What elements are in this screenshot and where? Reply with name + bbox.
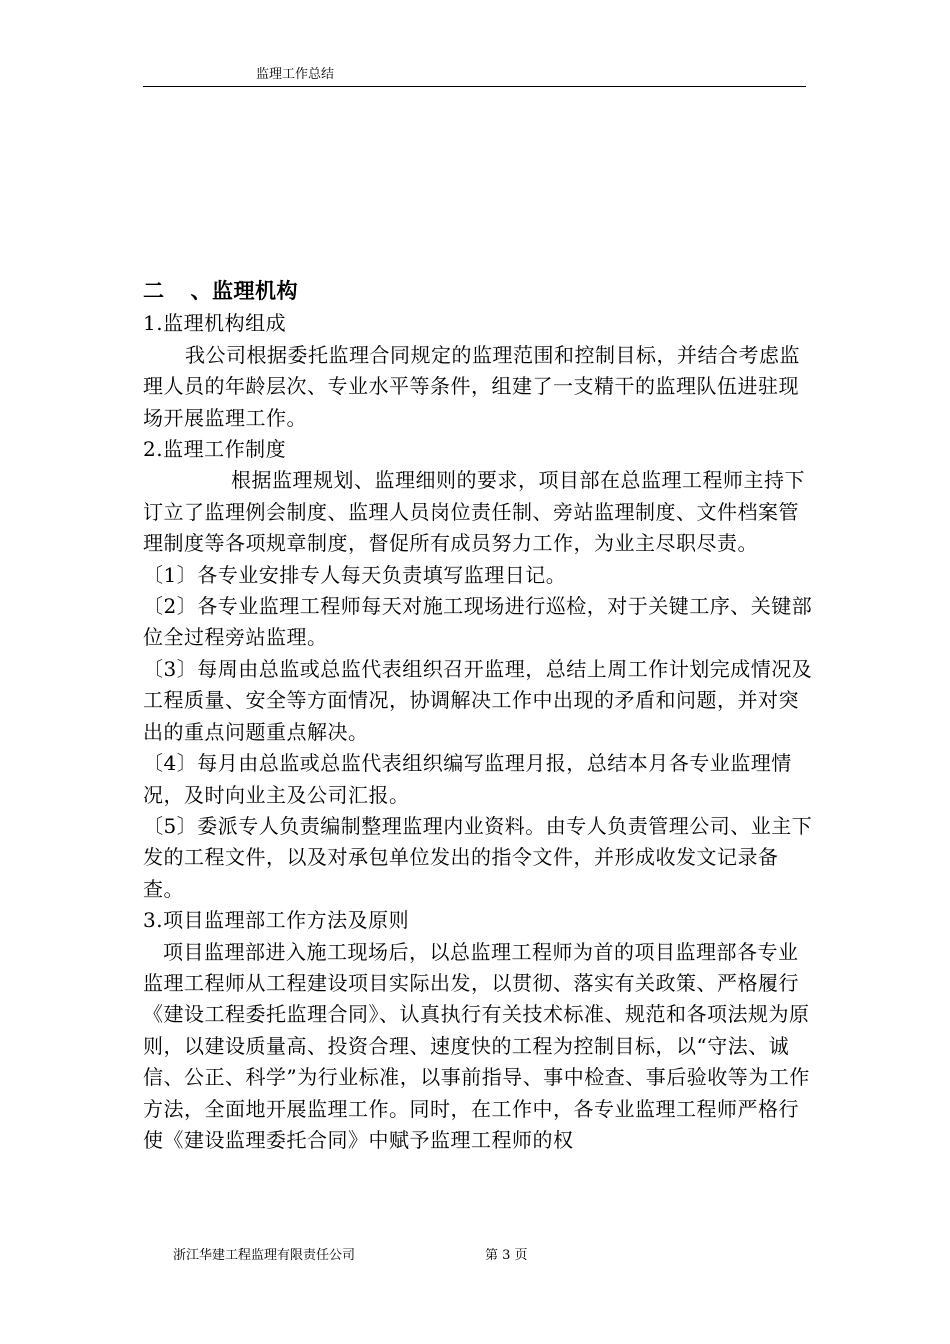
section-title: 、监理机构 (190, 279, 298, 303)
subsection-2-heading: 2.监理工作制度 (143, 437, 287, 462)
document-body (143, 276, 813, 1156)
footer-page-number: 第 3 页 (485, 1248, 528, 1263)
section-heading (143, 276, 813, 307)
subsection-1-paragraph: 我公司根据委托监理合同规定的监理范围和控制目标，并结合考虑监理人员的年龄层次、专业水平等条件，组建了一支精干的监理队伍进驻现场开展监理工作。 (143, 342, 800, 430)
rule-item-2: 〔2〕各专业监理工程师每天对施工现场进行巡检，对于关键工序、关键部位全过程旁站监理。 (143, 594, 813, 650)
subsection-2-paragraph: 根据监理规划、监理细则的要求，项目部在总监理工程师主持下订立了监理例会制度、监理人员岗位责任制、旁站监理制度、文件档案管理制度等各项规章制度，督促所有成员努力工作，为业主尽职尽责。 (143, 468, 805, 556)
header-divider (143, 86, 806, 87)
footer-company-name: 浙江华建工程监理有限责任公司 (173, 1248, 356, 1263)
section-number: 二 (143, 279, 165, 303)
running-header-title: 监理工作总结 (256, 67, 335, 82)
subsection-3-heading: 3.项目监理部工作方法及原则 (143, 908, 410, 933)
rule-item-4: 〔4〕每月由总监或总监代表组织编写监理月报，总结本月各专业监理情况，及时向业主及公司汇报。 (143, 751, 792, 807)
rule-item-3: 〔3〕每周由总监或总监代表组织召开监理，总结上周工作计划完成情况及工程质量、安全等方面情况，协调解决工作中出现的矛盾和问题，并对突出的重点问题重点解决。 (143, 656, 813, 744)
rule-item-1: 〔1〕各专业安排专人每天负责填写监理日记。 (143, 562, 567, 587)
rule-item-5: 〔5〕委派专人负责编制整理监理内业资料。由专人负责管理公司、业主下发的工程文件，以及对承包单位发出的指令文件，并形成收发文记录备查。 (143, 813, 813, 901)
subsection-3-paragraph: 项目监理部进入施工现场后，以总监理工程师为首的项目监理部各专业监理工程师从工程建设项目实际出发，以贯彻、落实有关政策、严格履行《建设工程委托监理合同》、认真执行有关技术标准、规范和各项法规为原则，以建设质量高、投资合理、速度快的工程为控制目标，以“守法、诚信、公正、科学”为行业标准，以事前指导、事中检查、事后验收等为工作方法，全面地开展监理工作。同时，在工作中，各专业监理工程师严格行使《建设监理委托合同》中赋予监理工程师的权 (143, 939, 810, 1152)
subsection-1-heading: 1.监理机构组成 (143, 311, 287, 336)
